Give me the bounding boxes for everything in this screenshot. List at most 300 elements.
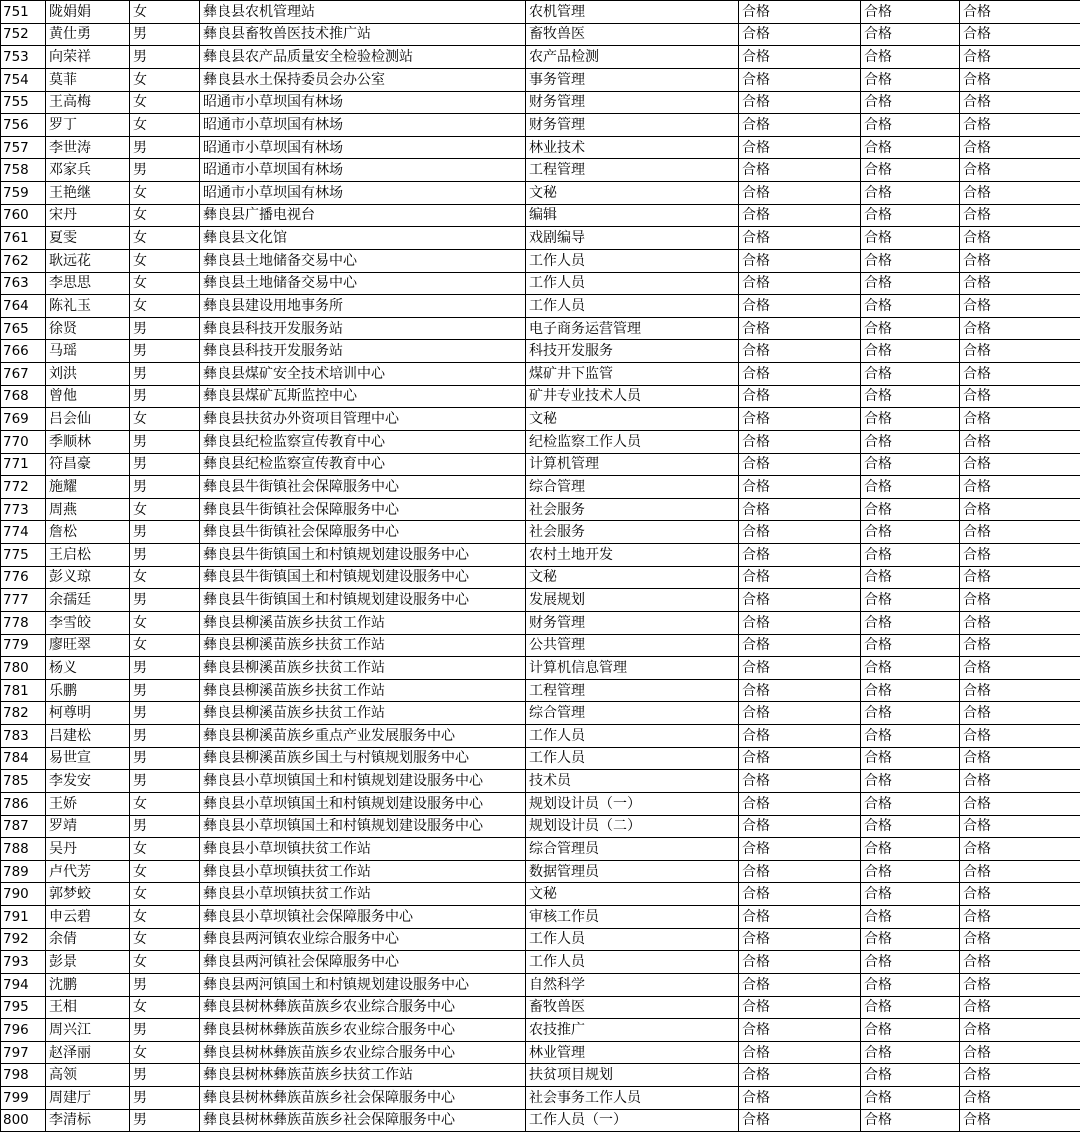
gender-cell: 男 (130, 770, 200, 793)
gender-cell: 男 (130, 521, 200, 544)
result-cell-3: 合格 (960, 249, 1080, 272)
serial-number-cell: 758 (1, 159, 46, 182)
table-row (1, 272, 1080, 295)
result-cell-1: 合格 (739, 385, 861, 408)
table-row (1, 1087, 1080, 1110)
position-cell: 戏剧编导 (526, 227, 739, 250)
result-cell-2: 合格 (861, 385, 960, 408)
result-cell-2: 合格 (861, 136, 960, 159)
result-cell-2: 合格 (861, 1087, 960, 1110)
table-row (1, 838, 1080, 861)
gender-cell: 女 (130, 928, 200, 951)
name-cell: 罗靖 (46, 815, 130, 838)
result-cell-2: 合格 (861, 928, 960, 951)
gender-cell: 男 (130, 453, 200, 476)
name-cell: 王启松 (46, 544, 130, 567)
serial-number-cell: 783 (1, 725, 46, 748)
result-cell-1: 合格 (739, 747, 861, 770)
result-cell-1: 合格 (739, 1, 861, 24)
unit-cell: 彝良县农机管理站 (200, 1, 526, 24)
serial-number-cell: 791 (1, 906, 46, 929)
result-cell-2: 合格 (861, 679, 960, 702)
result-cell-3: 合格 (960, 68, 1080, 91)
result-cell-2: 合格 (861, 159, 960, 182)
position-cell: 计算机信息管理 (526, 657, 739, 680)
serial-number-cell: 751 (1, 1, 46, 24)
unit-cell: 彝良县两河镇农业综合服务中心 (200, 928, 526, 951)
gender-cell: 男 (130, 385, 200, 408)
table-row (1, 317, 1080, 340)
serial-number-cell: 777 (1, 589, 46, 612)
unit-cell: 彝良县煤矿安全技术培训中心 (200, 363, 526, 386)
gender-cell: 女 (130, 272, 200, 295)
gender-cell: 女 (130, 114, 200, 137)
unit-cell: 彝良县农产品质量安全检验检测站 (200, 46, 526, 69)
unit-cell: 彝良县牛街镇社会保障服务中心 (200, 476, 526, 499)
name-cell: 莫菲 (46, 68, 130, 91)
result-cell-2: 合格 (861, 182, 960, 205)
position-cell: 林业管理 (526, 1041, 739, 1064)
unit-cell: 昭通市小草坝国有林场 (200, 91, 526, 114)
table-row (1, 227, 1080, 250)
table-row (1, 611, 1080, 634)
position-cell: 工程管理 (526, 159, 739, 182)
unit-cell: 彝良县小草坝镇扶贫工作站 (200, 883, 526, 906)
table-row (1, 679, 1080, 702)
result-cell-1: 合格 (739, 114, 861, 137)
gender-cell: 男 (130, 725, 200, 748)
result-cell-2: 合格 (861, 91, 960, 114)
position-cell: 工作人员 (526, 249, 739, 272)
table-row (1, 408, 1080, 431)
name-cell: 高领 (46, 1064, 130, 1087)
unit-cell: 彝良县文化馆 (200, 227, 526, 250)
result-cell-2: 合格 (861, 1019, 960, 1042)
result-cell-1: 合格 (739, 1041, 861, 1064)
position-cell: 社会事务工作人员 (526, 1087, 739, 1110)
table-row (1, 521, 1080, 544)
serial-number-cell: 768 (1, 385, 46, 408)
serial-number-cell: 752 (1, 23, 46, 46)
result-cell-1: 合格 (739, 906, 861, 929)
result-cell-1: 合格 (739, 91, 861, 114)
table-row (1, 566, 1080, 589)
unit-cell: 彝良县树林彝族苗族乡农业综合服务中心 (200, 1019, 526, 1042)
name-cell: 周建厅 (46, 1087, 130, 1110)
table-row (1, 725, 1080, 748)
unit-cell: 彝良县小草坝镇社会保障服务中心 (200, 906, 526, 929)
unit-cell: 彝良县纪检监察宣传教育中心 (200, 453, 526, 476)
gender-cell: 女 (130, 498, 200, 521)
result-cell-3: 合格 (960, 204, 1080, 227)
table-row (1, 883, 1080, 906)
unit-cell: 彝良县土地储备交易中心 (200, 272, 526, 295)
position-cell: 工作人员 (526, 951, 739, 974)
name-cell: 赵泽丽 (46, 1041, 130, 1064)
gender-cell: 男 (130, 476, 200, 499)
serial-number-cell: 759 (1, 182, 46, 205)
position-cell: 文秘 (526, 566, 739, 589)
name-cell: 施耀 (46, 476, 130, 499)
serial-number-cell: 789 (1, 860, 46, 883)
result-cell-1: 合格 (739, 521, 861, 544)
result-cell-1: 合格 (739, 182, 861, 205)
serial-number-cell: 754 (1, 68, 46, 91)
result-cell-3: 合格 (960, 521, 1080, 544)
result-cell-3: 合格 (960, 589, 1080, 612)
result-cell-1: 合格 (739, 860, 861, 883)
position-cell: 林业技术 (526, 136, 739, 159)
result-cell-3: 合格 (960, 408, 1080, 431)
result-cell-2: 合格 (861, 521, 960, 544)
unit-cell: 彝良县树林彝族苗族乡社会保障服务中心 (200, 1109, 526, 1132)
result-cell-2: 合格 (861, 906, 960, 929)
result-cell-3: 合格 (960, 951, 1080, 974)
result-cell-3: 合格 (960, 498, 1080, 521)
gender-cell: 男 (130, 1109, 200, 1132)
gender-cell: 女 (130, 566, 200, 589)
table-row (1, 430, 1080, 453)
position-cell: 工作人员 (526, 725, 739, 748)
result-cell-2: 合格 (861, 1109, 960, 1132)
serial-number-cell: 756 (1, 114, 46, 137)
serial-number-cell: 755 (1, 91, 46, 114)
result-cell-2: 合格 (861, 1041, 960, 1064)
gender-cell: 男 (130, 815, 200, 838)
table-row (1, 340, 1080, 363)
position-cell: 社会服务 (526, 521, 739, 544)
table-row (1, 996, 1080, 1019)
name-cell: 周兴江 (46, 1019, 130, 1042)
result-cell-3: 合格 (960, 1, 1080, 24)
position-cell: 扶贫项目规划 (526, 1064, 739, 1087)
result-cell-3: 合格 (960, 1087, 1080, 1110)
unit-cell: 彝良县牛街镇国土和村镇规划建设服务中心 (200, 589, 526, 612)
result-cell-2: 合格 (861, 408, 960, 431)
table-row (1, 182, 1080, 205)
position-cell: 社会服务 (526, 498, 739, 521)
table-row (1, 544, 1080, 567)
position-cell: 农产品检测 (526, 46, 739, 69)
name-cell: 李世涛 (46, 136, 130, 159)
table-row (1, 792, 1080, 815)
result-cell-2: 合格 (861, 204, 960, 227)
table-row (1, 68, 1080, 91)
table-row (1, 91, 1080, 114)
gender-cell: 女 (130, 883, 200, 906)
name-cell: 徐贤 (46, 317, 130, 340)
result-cell-3: 合格 (960, 1019, 1080, 1042)
name-cell: 彭景 (46, 951, 130, 974)
position-cell: 审核工作员 (526, 906, 739, 929)
table-row (1, 46, 1080, 69)
table-row (1, 114, 1080, 137)
unit-cell: 彝良县牛街镇国土和村镇规划建设服务中心 (200, 566, 526, 589)
result-cell-3: 合格 (960, 114, 1080, 137)
position-cell: 农机管理 (526, 1, 739, 24)
table-row (1, 702, 1080, 725)
result-cell-1: 合格 (739, 634, 861, 657)
result-cell-1: 合格 (739, 702, 861, 725)
table-row (1, 295, 1080, 318)
result-cell-1: 合格 (739, 46, 861, 69)
unit-cell: 昭通市小草坝国有林场 (200, 114, 526, 137)
result-cell-2: 合格 (861, 430, 960, 453)
serial-number-cell: 787 (1, 815, 46, 838)
unit-cell: 彝良县小草坝镇国土和村镇规划建设服务中心 (200, 770, 526, 793)
position-cell: 公共管理 (526, 634, 739, 657)
serial-number-cell: 797 (1, 1041, 46, 1064)
unit-cell: 彝良县牛街镇社会保障服务中心 (200, 498, 526, 521)
table-row (1, 589, 1080, 612)
result-cell-2: 合格 (861, 1, 960, 24)
position-cell: 自然科学 (526, 973, 739, 996)
serial-number-cell: 775 (1, 544, 46, 567)
position-cell: 农村土地开发 (526, 544, 739, 567)
result-cell-2: 合格 (861, 747, 960, 770)
unit-cell: 彝良县牛街镇国土和村镇规划建设服务中心 (200, 544, 526, 567)
unit-cell: 彝良县畜牧兽医技术推广站 (200, 23, 526, 46)
position-cell: 工作人员 (526, 272, 739, 295)
table-row (1, 1041, 1080, 1064)
result-cell-2: 合格 (861, 725, 960, 748)
position-cell: 综合管理 (526, 476, 739, 499)
serial-number-cell: 796 (1, 1019, 46, 1042)
result-cell-2: 合格 (861, 860, 960, 883)
table-row (1, 363, 1080, 386)
name-cell: 李发安 (46, 770, 130, 793)
unit-cell: 彝良县树林彝族苗族乡扶贫工作站 (200, 1064, 526, 1087)
table-row (1, 860, 1080, 883)
unit-cell: 彝良县科技开发服务站 (200, 317, 526, 340)
result-cell-1: 合格 (739, 725, 861, 748)
result-cell-1: 合格 (739, 883, 861, 906)
result-cell-1: 合格 (739, 408, 861, 431)
result-cell-1: 合格 (739, 453, 861, 476)
result-cell-2: 合格 (861, 702, 960, 725)
unit-cell: 彝良县科技开发服务站 (200, 340, 526, 363)
unit-cell: 彝良县土地储备交易中心 (200, 249, 526, 272)
name-cell: 王娇 (46, 792, 130, 815)
name-cell: 申云碧 (46, 906, 130, 929)
position-cell: 纪检监察工作人员 (526, 430, 739, 453)
gender-cell: 女 (130, 1041, 200, 1064)
result-cell-1: 合格 (739, 792, 861, 815)
result-cell-1: 合格 (739, 589, 861, 612)
result-cell-3: 合格 (960, 340, 1080, 363)
unit-cell: 彝良县小草坝镇国土和村镇规划建设服务中心 (200, 815, 526, 838)
name-cell: 马瑶 (46, 340, 130, 363)
name-cell: 易世宣 (46, 747, 130, 770)
gender-cell: 男 (130, 136, 200, 159)
result-cell-1: 合格 (739, 996, 861, 1019)
name-cell: 余孺廷 (46, 589, 130, 612)
result-cell-2: 合格 (861, 566, 960, 589)
table-row (1, 136, 1080, 159)
serial-number-cell: 757 (1, 136, 46, 159)
name-cell: 向荣祥 (46, 46, 130, 69)
gender-cell: 男 (130, 657, 200, 680)
position-cell: 煤矿井下监管 (526, 363, 739, 386)
gender-cell: 女 (130, 996, 200, 1019)
name-cell: 吴丹 (46, 838, 130, 861)
gender-cell: 女 (130, 408, 200, 431)
result-cell-2: 合格 (861, 770, 960, 793)
table-row (1, 1064, 1080, 1087)
gender-cell: 男 (130, 46, 200, 69)
result-cell-2: 合格 (861, 114, 960, 137)
gender-cell: 女 (130, 860, 200, 883)
serial-number-cell: 765 (1, 317, 46, 340)
result-cell-2: 合格 (861, 249, 960, 272)
serial-number-cell: 773 (1, 498, 46, 521)
result-cell-1: 合格 (739, 566, 861, 589)
serial-number-cell: 770 (1, 430, 46, 453)
result-cell-1: 合格 (739, 1109, 861, 1132)
result-cell-3: 合格 (960, 928, 1080, 951)
result-cell-3: 合格 (960, 476, 1080, 499)
result-cell-1: 合格 (739, 430, 861, 453)
gender-cell: 女 (130, 838, 200, 861)
table-row (1, 770, 1080, 793)
serial-number-cell: 792 (1, 928, 46, 951)
result-cell-2: 合格 (861, 544, 960, 567)
serial-number-cell: 769 (1, 408, 46, 431)
roster-body (1, 1, 1080, 1132)
gender-cell: 女 (130, 91, 200, 114)
serial-number-cell: 799 (1, 1087, 46, 1110)
name-cell: 符昌豪 (46, 453, 130, 476)
position-cell: 畜牧兽医 (526, 23, 739, 46)
name-cell: 王艳继 (46, 182, 130, 205)
result-cell-3: 合格 (960, 883, 1080, 906)
position-cell: 文秘 (526, 182, 739, 205)
result-cell-3: 合格 (960, 453, 1080, 476)
gender-cell: 女 (130, 204, 200, 227)
serial-number-cell: 774 (1, 521, 46, 544)
unit-cell: 彝良县水土保持委员会办公室 (200, 68, 526, 91)
name-cell: 李清标 (46, 1109, 130, 1132)
serial-number-cell: 790 (1, 883, 46, 906)
gender-cell: 女 (130, 227, 200, 250)
serial-number-cell: 766 (1, 340, 46, 363)
result-cell-3: 合格 (960, 815, 1080, 838)
serial-number-cell: 786 (1, 792, 46, 815)
result-cell-1: 合格 (739, 363, 861, 386)
result-cell-1: 合格 (739, 23, 861, 46)
result-cell-3: 合格 (960, 770, 1080, 793)
unit-cell: 彝良县柳溪苗族乡扶贫工作站 (200, 702, 526, 725)
table-row (1, 498, 1080, 521)
gender-cell: 男 (130, 679, 200, 702)
result-cell-3: 合格 (960, 996, 1080, 1019)
result-cell-3: 合格 (960, 611, 1080, 634)
position-cell: 发展规划 (526, 589, 739, 612)
table-row (1, 476, 1080, 499)
position-cell: 财务管理 (526, 91, 739, 114)
result-cell-3: 合格 (960, 1109, 1080, 1132)
name-cell: 季顺林 (46, 430, 130, 453)
result-cell-1: 合格 (739, 611, 861, 634)
result-cell-3: 合格 (960, 792, 1080, 815)
result-cell-2: 合格 (861, 634, 960, 657)
result-cell-3: 合格 (960, 295, 1080, 318)
name-cell: 邓家兵 (46, 159, 130, 182)
position-cell: 编辑 (526, 204, 739, 227)
unit-cell: 彝良县两河镇国土和村镇规划建设服务中心 (200, 973, 526, 996)
gender-cell: 女 (130, 68, 200, 91)
result-cell-2: 合格 (861, 611, 960, 634)
table-row (1, 815, 1080, 838)
serial-number-cell: 763 (1, 272, 46, 295)
result-cell-2: 合格 (861, 973, 960, 996)
unit-cell: 彝良县柳溪苗族乡重点产业发展服务中心 (200, 725, 526, 748)
unit-cell: 彝良县柳溪苗族乡扶贫工作站 (200, 657, 526, 680)
result-cell-2: 合格 (861, 340, 960, 363)
gender-cell: 男 (130, 747, 200, 770)
table-row (1, 973, 1080, 996)
name-cell: 杨义 (46, 657, 130, 680)
unit-cell: 彝良县两河镇社会保障服务中心 (200, 951, 526, 974)
name-cell: 周燕 (46, 498, 130, 521)
table-row (1, 747, 1080, 770)
name-cell: 卢代芳 (46, 860, 130, 883)
gender-cell: 男 (130, 589, 200, 612)
result-cell-3: 合格 (960, 23, 1080, 46)
name-cell: 刘洪 (46, 363, 130, 386)
unit-cell: 彝良县小草坝镇扶贫工作站 (200, 838, 526, 861)
result-cell-2: 合格 (861, 951, 960, 974)
position-cell: 工作人员 (526, 928, 739, 951)
result-cell-3: 合格 (960, 1064, 1080, 1087)
result-cell-3: 合格 (960, 227, 1080, 250)
result-cell-1: 合格 (739, 204, 861, 227)
result-cell-1: 合格 (739, 657, 861, 680)
position-cell: 科技开发服务 (526, 340, 739, 363)
unit-cell: 彝良县小草坝镇国土和村镇规划建设服务中心 (200, 792, 526, 815)
name-cell: 王相 (46, 996, 130, 1019)
name-cell: 陇娟娟 (46, 1, 130, 24)
name-cell: 黄仕勇 (46, 23, 130, 46)
gender-cell: 女 (130, 792, 200, 815)
result-cell-1: 合格 (739, 249, 861, 272)
position-cell: 文秘 (526, 883, 739, 906)
result-cell-3: 合格 (960, 544, 1080, 567)
serial-number-cell: 779 (1, 634, 46, 657)
unit-cell: 彝良县煤矿瓦斯监控中心 (200, 385, 526, 408)
table-row (1, 385, 1080, 408)
position-cell: 文秘 (526, 408, 739, 431)
result-cell-3: 合格 (960, 634, 1080, 657)
gender-cell: 女 (130, 906, 200, 929)
result-cell-2: 合格 (861, 295, 960, 318)
serial-number-cell: 784 (1, 747, 46, 770)
result-cell-2: 合格 (861, 476, 960, 499)
table-row (1, 634, 1080, 657)
result-cell-1: 合格 (739, 340, 861, 363)
position-cell: 计算机管理 (526, 453, 739, 476)
gender-cell: 男 (130, 702, 200, 725)
unit-cell: 彝良县广播电视台 (200, 204, 526, 227)
result-cell-2: 合格 (861, 883, 960, 906)
result-cell-2: 合格 (861, 792, 960, 815)
result-cell-1: 合格 (739, 973, 861, 996)
result-cell-1: 合格 (739, 1019, 861, 1042)
gender-cell: 男 (130, 544, 200, 567)
table-row (1, 657, 1080, 680)
result-cell-1: 合格 (739, 544, 861, 567)
serial-number-cell: 798 (1, 1064, 46, 1087)
